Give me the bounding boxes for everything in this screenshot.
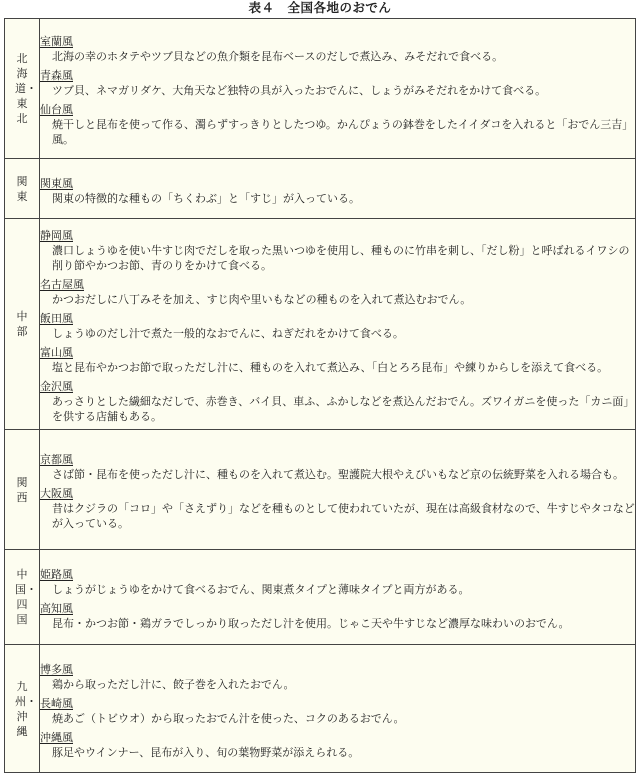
table-row: [5, 19, 636, 159]
oden-regions-table: [4, 18, 636, 773]
style-name: 仙台風: [40, 103, 73, 116]
list-item: [40, 482, 635, 531]
style-description: あっさりとした繊細なだしで、赤巻き、バイ貝、車ふ、ふかしなどを煮込んだおでん。ズワイガニを使った「カニ面」を供する店舗もある。: [52, 395, 635, 423]
style-name: 大阪風: [40, 487, 73, 500]
style-description: 豚足やウインナー、昆布が入り、旬の葉物野菜が添えられる。: [52, 745, 360, 759]
style-description: 塩と昆布やかつお節で取っただし汁に、種ものを入れて煮込み、「白とろろ昆布」や練りからしを添えて食べる。: [52, 361, 609, 374]
style-description: 鶏から取っただし汁に、餃子巻を入れたおでん。: [52, 677, 295, 691]
list-item: [40, 692, 635, 726]
style-name: 関東風: [40, 176, 73, 190]
style-description: しょうゆのだし汁で煮た一般的なおでんに、ねぎだれをかけて食べる。: [52, 327, 404, 340]
list-item: [40, 341, 635, 375]
list-item: [40, 726, 635, 760]
style-description: 焼あご（トビウオ）から取ったおでん汁を使った、コクのあるおでん。: [52, 711, 405, 725]
region-label: 関西: [16, 475, 28, 504]
style-description: 昔はクジラの「コロ」や「さえずり」などを種ものとして使われていたが、現在は高級食材なので、牛すじやタコなどが入っている。: [52, 502, 635, 530]
content-cell: [40, 430, 636, 550]
region-label: 関東: [16, 174, 28, 203]
list-item: [40, 597, 635, 631]
list-item: [40, 30, 635, 64]
region-cell: [5, 550, 40, 645]
content-cell: [40, 219, 636, 430]
list-item: [40, 307, 635, 341]
style-name: 青森風: [40, 69, 73, 82]
table-row: [5, 645, 636, 773]
style-description: 北海の幸のホタテやツブ貝などの魚介類を昆布ベースのだしで煮込み、みそだれで食べる。: [52, 50, 504, 63]
region-cell: [5, 19, 40, 159]
table-title: 表４ 全国各地のおでん: [248, 0, 392, 15]
style-name: 室蘭風: [40, 35, 73, 48]
list-item: [40, 64, 635, 98]
region-label: 中部: [16, 310, 28, 338]
style-name: 京都風: [40, 453, 73, 466]
table-row: [5, 430, 636, 550]
style-name: 金沢風: [40, 380, 73, 393]
style-name: 博多風: [40, 662, 73, 676]
table-row: [5, 219, 636, 430]
content-cell: [40, 159, 636, 219]
region-label: 九州・沖縄: [15, 679, 37, 738]
style-name: 飯田風: [40, 312, 73, 325]
style-name: 長崎風: [40, 696, 73, 710]
style-description: しょうがじょうゆをかけて食べるおでん、関東煮タイプと薄味タイプと両方がある。: [52, 583, 470, 596]
region-cell: [5, 430, 40, 550]
style-name: 静岡風: [40, 229, 73, 242]
style-name: 姫路風: [40, 568, 73, 581]
region-cell: [5, 159, 40, 219]
style-name: 沖縄風: [40, 730, 73, 744]
region-label: 中国・四国: [15, 568, 37, 626]
list-item: [40, 273, 635, 307]
region-cell: [5, 645, 40, 773]
table-row: [5, 550, 636, 645]
list-item: [40, 448, 635, 482]
style-description: 濃口しょうゆを使い牛すじ肉でだしを取った黒いつゆを使用し、種ものに竹串を刺し、「だし粉」と呼ばれるイワシの削り節やかつお節、青のりをかけて食べる。: [52, 244, 630, 272]
region-cell: [5, 219, 40, 430]
style-name: 富山風: [40, 346, 73, 359]
list-item: [40, 375, 635, 424]
list-item: [40, 563, 635, 597]
style-name: 高知風: [40, 602, 73, 615]
list-item: [40, 224, 635, 273]
content-cell: [40, 19, 636, 159]
style-description: 関東の特徴的な種もの「ちくわぶ」と「すじ」が入っている。: [52, 191, 360, 205]
style-description: 昆布・かつお節・鶏ガラでしっかり取っただし汁を使用。じゃこ天や牛すじなど濃厚な味わいのおでん。: [52, 617, 570, 630]
list-item: [40, 172, 635, 206]
list-item: [40, 98, 635, 147]
region-label: 北海道・東北: [15, 52, 37, 125]
style-description: 焼干しと昆布を使って作る、濁らずすっきりとしたつゆ。かんぴょうの鉢巻をしたイイダコを入れると「おでん三吉」風。: [52, 118, 634, 146]
content-cell: [40, 645, 636, 773]
table-row: [5, 159, 636, 219]
style-name: 名古屋風: [40, 278, 84, 291]
style-description: かつおだしに八丁みそを加え、すじ肉や里いもなどの種ものを入れて煮込むおでん。: [52, 293, 472, 306]
list-item: [40, 658, 635, 692]
style-description: ツブ貝、ネマガリダケ、大角天など独特の具が入ったおでんに、しょうがみそだれをかけて食べる。: [52, 84, 547, 97]
content-cell: [40, 550, 636, 645]
style-description: さば節・昆布を使っただし汁に、種ものを入れて煮込む。聖護院大根やえびいもなど京の伝統野菜を入れる場合も。: [52, 468, 624, 481]
